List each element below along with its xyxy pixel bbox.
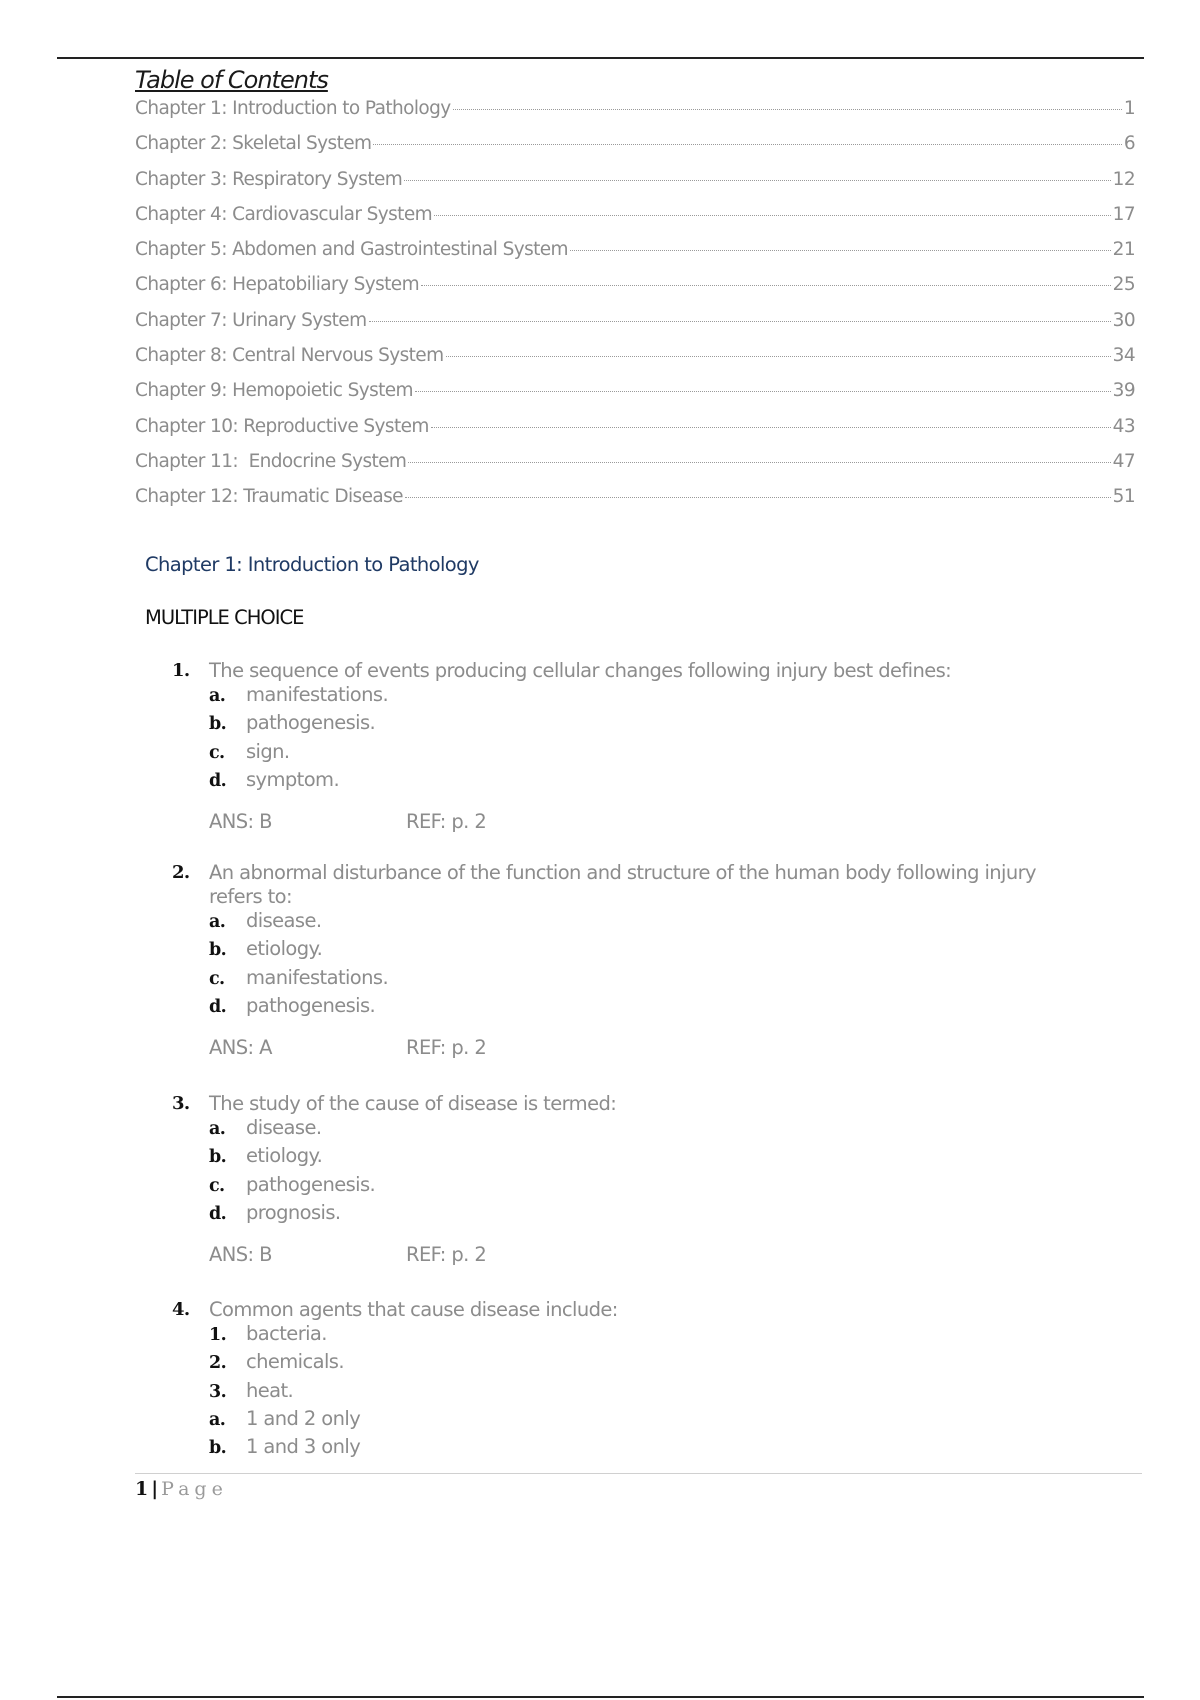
option-letter: a. (209, 1119, 226, 1139)
toc-entry[interactable] (135, 380, 1135, 415)
question (172, 861, 1072, 1059)
toc-entry-page: 1 (1123, 98, 1135, 119)
option-letter: b. (209, 714, 227, 735)
option-letter: a. (209, 686, 226, 706)
answer-option[interactable] (209, 909, 1072, 937)
question-stem: An abnormal disturbance of the function and structure of the human body following injury refers to: (209, 861, 1036, 908)
option-text: 1 and 2 only (246, 1406, 361, 1430)
toc-entry-page: 51 (1112, 486, 1135, 508)
toc-entry[interactable] (135, 98, 1135, 133)
toc-entry-label: Chapter 9: Hemopoietic System (135, 380, 413, 402)
toc-dot-leader (415, 391, 1111, 392)
toc-title: Table of Contents (135, 66, 328, 94)
option-text: symptom. (246, 767, 340, 791)
toc-dot-leader (434, 215, 1111, 216)
option-text: 1 and 3 only (246, 1435, 361, 1459)
toc-entry-label: Chapter 6: Hepatobiliary System (135, 274, 419, 296)
toc-entry-label: Chapter 10: Reproductive System (135, 415, 429, 437)
toc-entry-page: 12 (1112, 168, 1135, 190)
answer-option[interactable] (209, 966, 1072, 994)
page-footer (135, 1478, 228, 1500)
toc-dot-leader (453, 109, 1122, 110)
option-letter: a. (209, 912, 226, 932)
toc-dot-leader (421, 285, 1111, 286)
toc-entry[interactable] (135, 486, 1135, 521)
answer-option[interactable] (209, 1407, 1072, 1435)
answer-text: ANS: B (209, 810, 272, 834)
question-number: 4. (172, 1299, 190, 1320)
toc-entry-label: Chapter 12: Traumatic Disease (135, 486, 403, 508)
answer-option[interactable] (209, 768, 1072, 796)
option-text: manifestations. (246, 965, 389, 989)
footer-separator: | (151, 1478, 159, 1500)
section-label: MULTIPLE CHOICE (145, 606, 304, 629)
toc-entry[interactable] (135, 204, 1135, 239)
question-number: 2. (172, 862, 190, 883)
option-letter: b. (209, 1438, 227, 1459)
toc-entry-label: Chapter 3: Respiratory System (135, 168, 403, 190)
toc-dot-leader (570, 250, 1111, 251)
answer-key (209, 810, 1072, 833)
option-text: etiology. (246, 1144, 323, 1168)
toc-entry-label: Chapter 8: Central Nervous System (135, 345, 444, 367)
question (172, 1298, 1072, 1463)
toc-entry-page: 30 (1112, 309, 1135, 331)
top-rule (57, 57, 1144, 59)
toc-entry[interactable] (135, 133, 1135, 168)
toc-dot-leader (446, 356, 1111, 357)
question-number: 1. (172, 660, 190, 681)
option-letter: c. (209, 1175, 225, 1196)
option-text: disease. (246, 909, 322, 932)
option-text: pathogenesis. (246, 993, 376, 1017)
reference-text: REF: p. 2 (406, 1036, 487, 1060)
question (172, 659, 1072, 833)
answer-option[interactable] (209, 1116, 1072, 1144)
answer-option[interactable] (209, 1144, 1072, 1172)
toc-dot-leader (405, 497, 1111, 498)
option-text: pathogenesis. (246, 1172, 376, 1196)
question-stem: Common agents that cause disease include: (209, 1298, 618, 1321)
toc-entry-page: 17 (1112, 203, 1135, 225)
toc-entry[interactable] (135, 310, 1135, 345)
answer-option[interactable] (209, 711, 1072, 739)
answer-option[interactable] (209, 683, 1072, 711)
table-of-contents (135, 66, 1135, 522)
toc-entry[interactable] (135, 345, 1135, 380)
toc-entry[interactable] (135, 416, 1135, 451)
toc-entry[interactable] (135, 451, 1135, 486)
toc-entry-label: Chapter 11: Endocrine System (135, 450, 407, 472)
toc-dot-leader (404, 180, 1110, 181)
option-text: disease. (246, 1116, 322, 1139)
toc-entry-label: Chapter 2: Skeletal System (135, 133, 372, 155)
question (172, 1092, 1072, 1266)
page-word: Page (161, 1478, 228, 1500)
chapter-heading: Chapter 1: Introduction to Pathology (145, 553, 479, 576)
answer-option[interactable] (209, 740, 1072, 768)
toc-entry-page: 21 (1112, 239, 1135, 261)
option-text: etiology. (246, 937, 323, 961)
option-text: chemicals. (246, 1350, 344, 1374)
option-letter: 1. (209, 1325, 227, 1345)
option-letter: b. (209, 1147, 227, 1168)
toc-dot-leader (369, 321, 1111, 322)
option-letter: d. (209, 1203, 227, 1224)
option-letter: c. (209, 742, 225, 763)
toc-entry-page: 25 (1112, 274, 1135, 296)
answer-option[interactable] (209, 1173, 1072, 1201)
option-letter: d. (209, 996, 227, 1017)
answer-option[interactable] (209, 937, 1072, 965)
option-text: bacteria. (246, 1322, 327, 1345)
answer-option[interactable] (209, 1201, 1072, 1229)
toc-entry-label: Chapter 7: Urinary System (135, 309, 367, 331)
answer-text: ANS: B (209, 1243, 272, 1267)
answer-key (209, 1036, 1072, 1059)
answer-key (209, 1243, 1072, 1266)
question-stem: The study of the cause of disease is termed: (209, 1092, 617, 1115)
toc-dot-leader (431, 427, 1111, 428)
option-text: sign. (246, 739, 290, 763)
option-text: pathogenesis. (246, 711, 376, 735)
answer-option[interactable] (209, 994, 1072, 1022)
option-text: manifestations. (246, 683, 389, 706)
question-stem: The sequence of events producing cellular changes following injury best defines: (209, 659, 952, 682)
reference-text: REF: p. 2 (406, 1243, 487, 1267)
toc-entry-page: 47 (1112, 450, 1135, 472)
toc-entry[interactable] (135, 239, 1135, 274)
toc-entry-page: 6 (1123, 133, 1135, 155)
question-number: 3. (172, 1093, 190, 1114)
page-number: 1 (135, 1478, 149, 1500)
toc-dot-leader (373, 144, 1121, 145)
toc-dot-leader (408, 462, 1110, 463)
option-letter: 2. (209, 1353, 227, 1374)
toc-entry-label: Chapter 5: Abdomen and Gastrointestinal System (135, 239, 568, 261)
option-text: heat. (246, 1378, 294, 1402)
toc-entry-page: 39 (1112, 380, 1135, 402)
option-letter: d. (209, 770, 227, 791)
option-text: prognosis. (246, 1200, 341, 1224)
bottom-rule (57, 1696, 1144, 1698)
toc-entry[interactable] (135, 169, 1135, 204)
reference-text: REF: p. 2 (406, 810, 487, 834)
option-letter: 3. (209, 1381, 227, 1402)
answer-option[interactable] (209, 1379, 1072, 1407)
answer-text: ANS: A (209, 1036, 272, 1060)
toc-entry-label: Chapter 4: Cardiovascular System (135, 203, 433, 225)
option-letter: c. (209, 968, 225, 989)
toc-entry[interactable] (135, 274, 1135, 309)
toc-entry-page: 34 (1112, 345, 1135, 367)
option-letter: a. (209, 1409, 226, 1430)
answer-option[interactable] (209, 1322, 1072, 1350)
footer-divider (135, 1473, 1142, 1474)
toc-entry-label: Chapter 1: Introduction to Pathology (135, 98, 451, 119)
answer-option[interactable] (209, 1435, 1072, 1463)
toc-entry-page: 43 (1112, 415, 1135, 437)
answer-option[interactable] (209, 1350, 1072, 1378)
option-letter: b. (209, 940, 227, 961)
